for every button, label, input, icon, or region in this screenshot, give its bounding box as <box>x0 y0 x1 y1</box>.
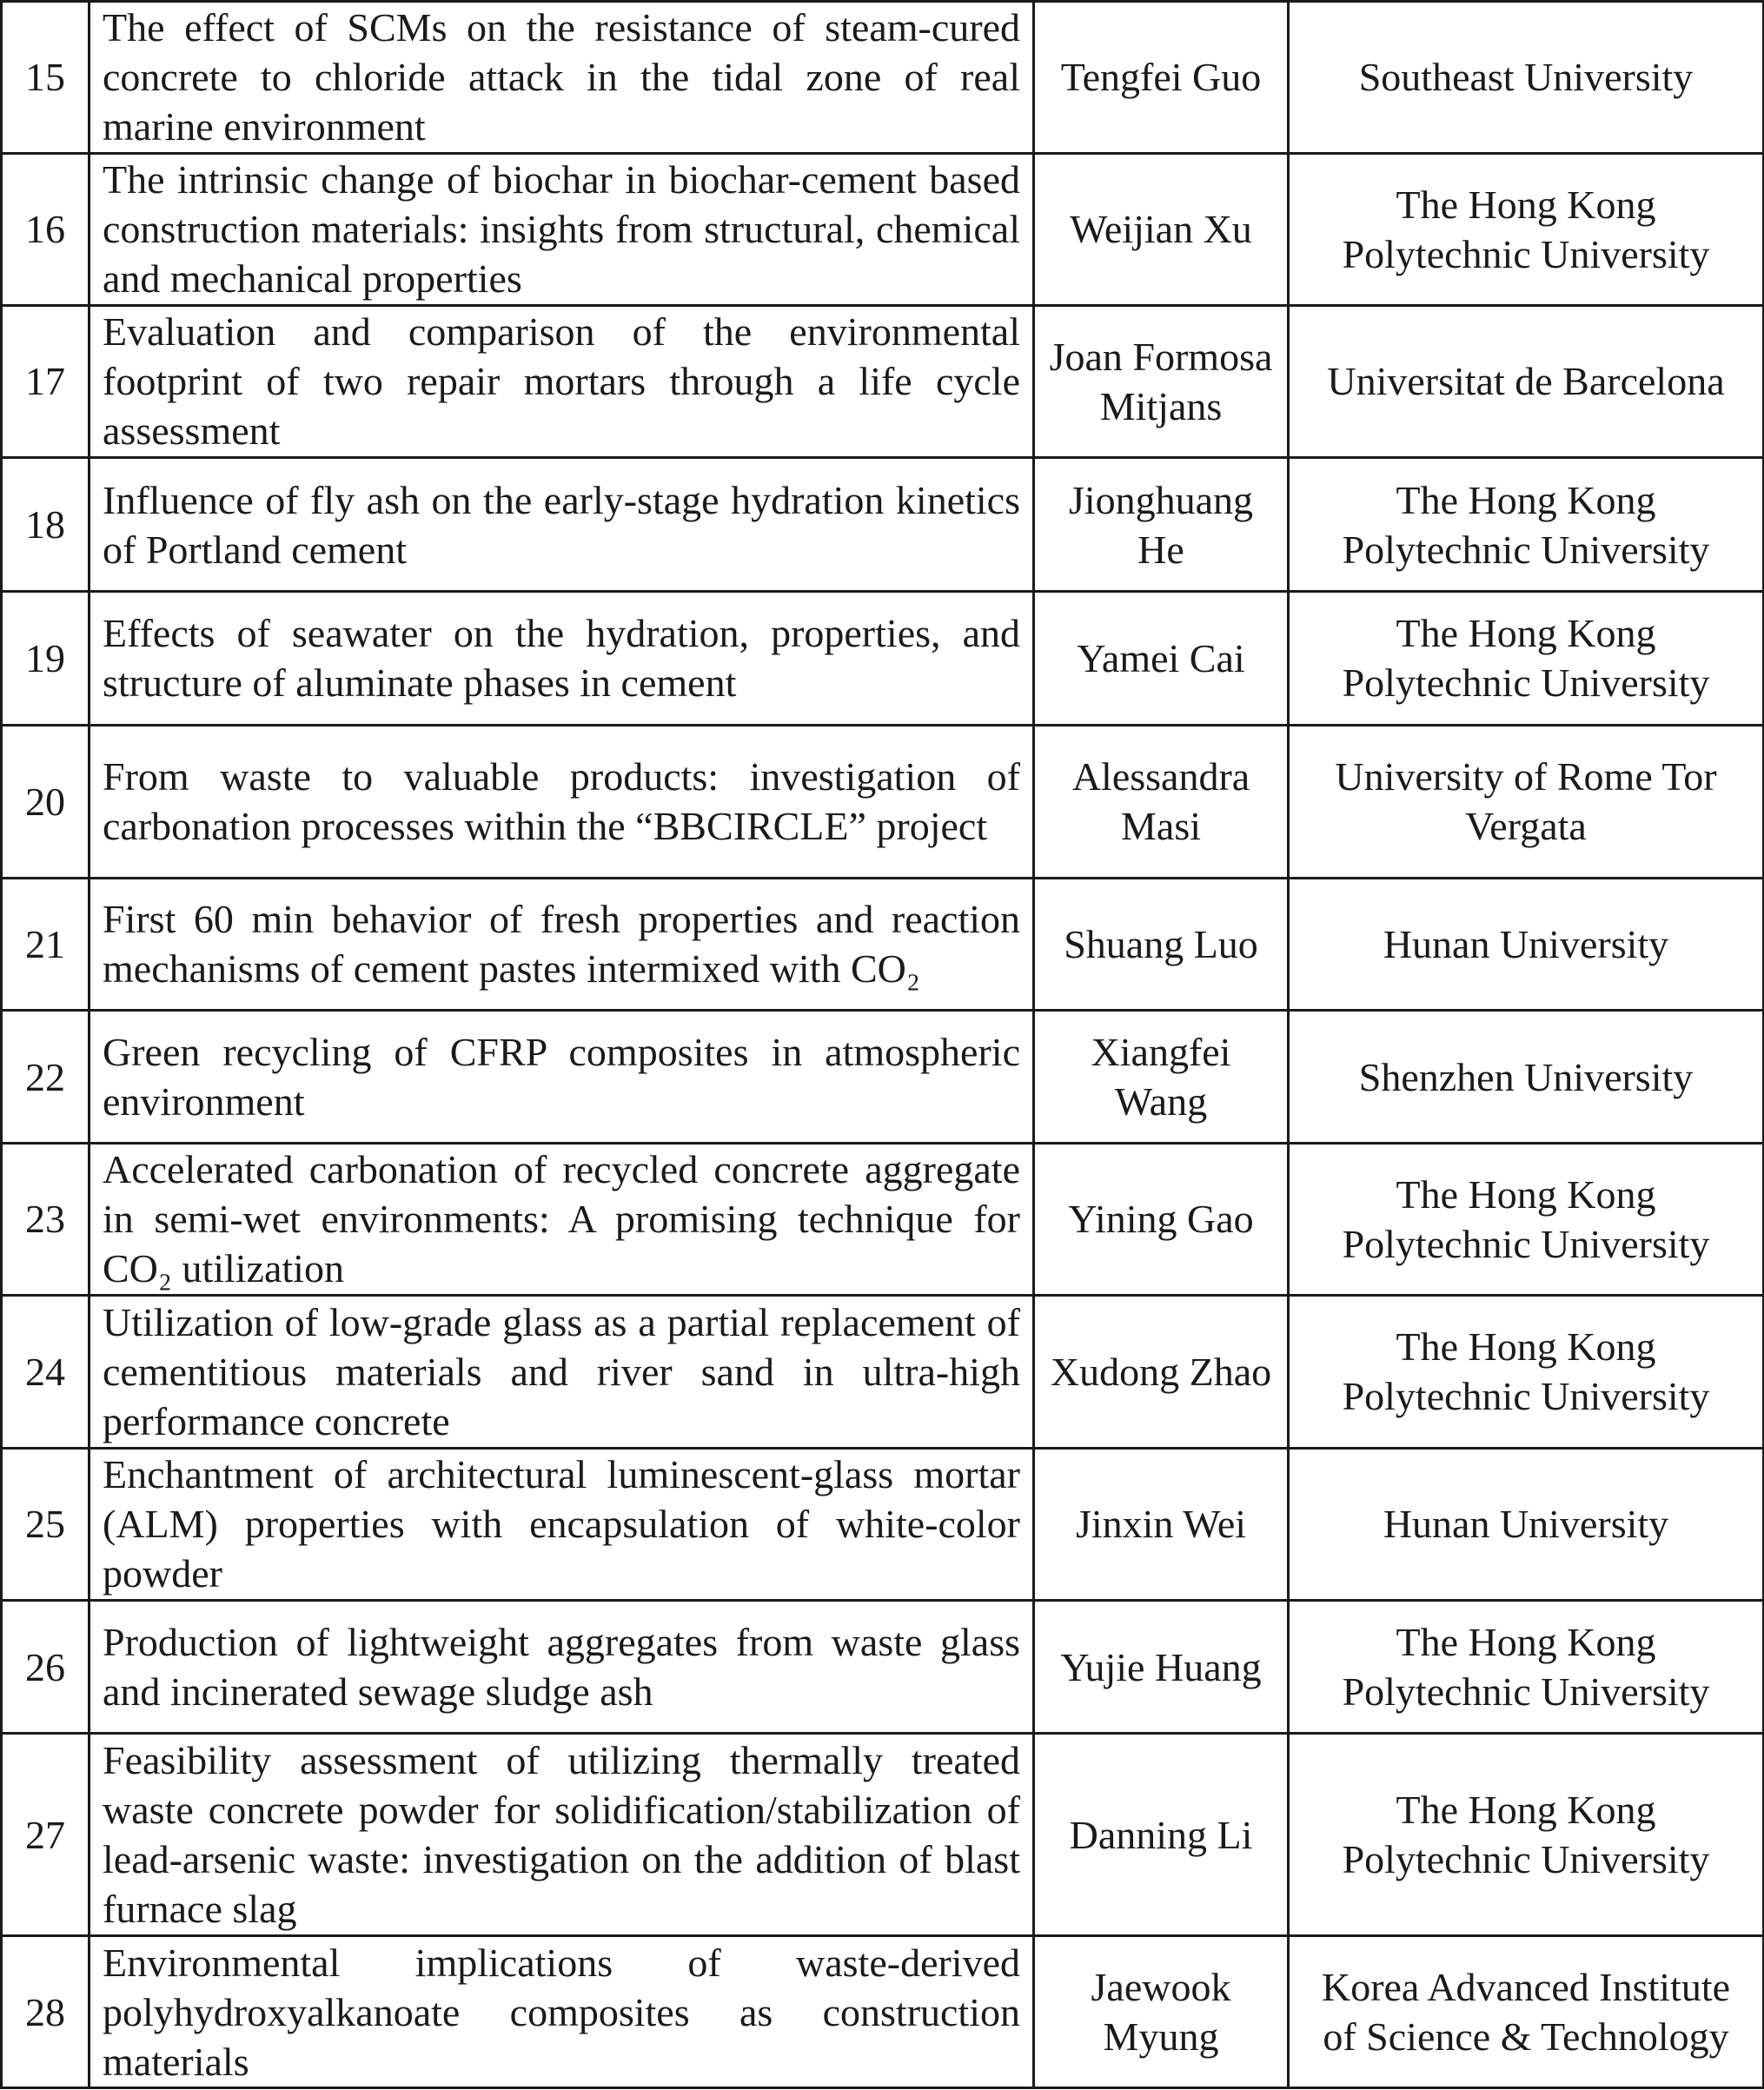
paper-title: Influence of fly ash on the early-stage hydration kinetics of Portland cement <box>90 458 1034 592</box>
paper-title: Effects of seawater on the hydration, properties, and structure of aluminate phases in cement <box>90 592 1034 726</box>
paper-title: Accelerated carbonation of recycled concrete aggregate in semi-wet environments: A promising technique for CO₂ utilization <box>90 1143 1034 1295</box>
presenter-name: Jionghuang He <box>1034 458 1289 592</box>
table-body <box>2 2 1764 2088</box>
presenter-name: Yamei Cai <box>1034 592 1289 726</box>
presenter-name: Xiangfei Wang <box>1034 1011 1289 1144</box>
paper-title: Production of lightweight aggregates from waste glass and incinerated sewage sludge ash <box>90 1601 1034 1734</box>
paper-title: Green recycling of CFRP composites in atmospheric environment <box>90 1011 1034 1144</box>
paper-title: Environmental implications of waste-derived polyhydroxyalkanoate composites as construction materials <box>90 1936 1034 2088</box>
row-number: 28 <box>2 1936 90 2088</box>
paper-title: Feasibility assessment of utilizing thermally treated waste concrete powder for solidification/stabilization of lead-arsenic waste: investigation on the addition of blast furnace slag <box>90 1734 1034 1936</box>
table-row <box>2 1295 1764 1448</box>
presenter-name: Weijian Xu <box>1034 153 1289 305</box>
presenter-name: Yujie Huang <box>1034 1601 1289 1734</box>
paper-title: The effect of SCMs on the resistance of steam-cured concrete to chloride attack in the tidal zone of real marine environment <box>90 2 1034 154</box>
paper-title: First 60 min behavior of fresh properties and reaction mechanisms of cement pastes intermixed with CO₂ <box>90 878 1034 1011</box>
table-row <box>2 878 1764 1011</box>
table-row <box>2 725 1764 878</box>
table-row <box>2 592 1764 726</box>
presenter-name: Xudong Zhao <box>1034 1295 1289 1448</box>
row-number: 23 <box>2 1143 90 1295</box>
institution-name: The Hong Kong Polytechnic University <box>1289 458 1764 592</box>
presenter-name: Yining Gao <box>1034 1143 1289 1295</box>
presenter-name: Joan Formosa Mitjans <box>1034 305 1289 458</box>
presenter-name: Jinxin Wei <box>1034 1448 1289 1601</box>
presenter-name: Danning Li <box>1034 1734 1289 1936</box>
table-row <box>2 305 1764 458</box>
paper-title: The intrinsic change of biochar in biochar-cement based construction materials: insights from structural, chemical and mechanical properties <box>90 153 1034 305</box>
row-number: 22 <box>2 1011 90 1144</box>
row-number: 16 <box>2 153 90 305</box>
institution-name: The Hong Kong Polytechnic University <box>1289 1295 1764 1448</box>
institution-name: The Hong Kong Polytechnic University <box>1289 592 1764 726</box>
paper-title: Utilization of low-grade glass as a partial replacement of cementitious materials and river sand in ultra-high performance concrete <box>90 1295 1034 1448</box>
table-row <box>2 1601 1764 1734</box>
paper-title: Evaluation and comparison of the environmental footprint of two repair mortars through a life cycle assessment <box>90 305 1034 458</box>
institution-name: Hunan University <box>1289 878 1764 1011</box>
institution-name: Southeast University <box>1289 2 1764 154</box>
table-row <box>2 1143 1764 1295</box>
row-number: 19 <box>2 592 90 726</box>
table-row <box>2 1734 1764 1936</box>
institution-name: The Hong Kong Polytechnic University <box>1289 1601 1764 1734</box>
institution-name: The Hong Kong Polytechnic University <box>1289 1143 1764 1295</box>
table-row <box>2 2 1764 154</box>
table-row <box>2 1448 1764 1601</box>
row-number: 27 <box>2 1734 90 1936</box>
institution-name: Hunan University <box>1289 1448 1764 1601</box>
institution-name: The Hong Kong Polytechnic University <box>1289 153 1764 305</box>
table-row <box>2 153 1764 305</box>
row-number: 25 <box>2 1448 90 1601</box>
table-row <box>2 458 1764 592</box>
paper-title: From waste to valuable products: investigation of carbonation processes within the “BBCIRCLE” project <box>90 725 1034 878</box>
row-number: 20 <box>2 725 90 878</box>
institution-name: Shenzhen University <box>1289 1011 1764 1144</box>
paper-title: Enchantment of architectural luminescent-glass mortar (ALM) properties with encapsulation of white-color powder <box>90 1448 1034 1601</box>
row-number: 26 <box>2 1601 90 1734</box>
row-number: 17 <box>2 305 90 458</box>
presenter-name: Alessandra Masi <box>1034 725 1289 878</box>
presenter-name: Jaewook Myung <box>1034 1936 1289 2088</box>
institution-name: Universitat de Barcelona <box>1289 305 1764 458</box>
row-number: 21 <box>2 878 90 1011</box>
table-row <box>2 1936 1764 2088</box>
presenter-name: Shuang Luo <box>1034 878 1289 1011</box>
presenter-name: Tengfei Guo <box>1034 2 1289 154</box>
institution-name: University of Rome Tor Vergata <box>1289 725 1764 878</box>
row-number: 15 <box>2 2 90 154</box>
institution-name: Korea Advanced Institute of Science & Technology <box>1289 1936 1764 2088</box>
institution-name: The Hong Kong Polytechnic University <box>1289 1734 1764 1936</box>
row-number: 18 <box>2 458 90 592</box>
row-number: 24 <box>2 1295 90 1448</box>
table-row <box>2 1011 1764 1144</box>
